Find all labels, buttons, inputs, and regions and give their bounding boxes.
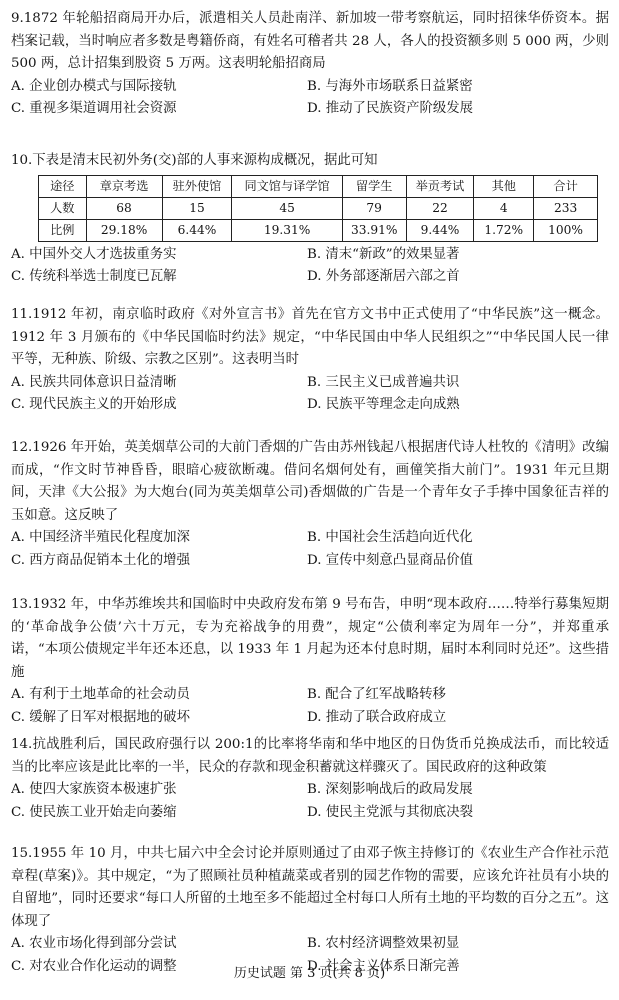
question-13 [11,594,609,730]
option-c: C. 重视多渠道调用社会资源 [11,101,177,117]
options [11,372,609,417]
table-cell: 1.72% [474,219,534,241]
option-c: C. 传统科举选士制度已瓦解 [11,269,177,285]
table-cell: 合计 [534,175,598,197]
question-15 [11,843,609,979]
options [11,779,609,824]
option-d: D. 推动了联合政府成立 [307,709,447,725]
options [11,684,609,729]
table-cell: 9.44% [406,219,474,241]
table-cell: 比例 [39,219,87,241]
option-b: B. 与海外市场联系日益紧密 [307,78,473,94]
table-cell: 留学生 [342,175,406,197]
table-cell: 79 [342,197,406,219]
table-cell: 68 [86,197,162,219]
option-d: D. 民族平等理念走向成熟 [307,397,460,413]
question-stem: 10.下表是清末民初外务(交)部的人事来源构成概况，据此可知 [11,153,378,168]
table-cell: 同文馆与译学馆 [232,175,342,197]
page-footer: 历史试题 第 3 页(共 8 页) [233,966,386,981]
question-12 [11,437,609,573]
options [11,76,609,121]
table-cell: 29.18% [86,219,162,241]
options [11,527,609,572]
question-9 [11,8,609,121]
staff-source-table [38,175,598,242]
option-b: B. 中国社会生活趋向近代化 [307,530,473,546]
table-row [39,219,598,241]
option-d: D. 社会主义体系日渐完善 [307,958,460,974]
question-stem: 14.抗战胜利后，国民政府强行以 200:1的比率将华南和华中地区的日伪货币兑换成法币，而比较适当的比率应该是此比率的一半，民众的存款和现金积蓄就这样骤灭了。国民政府的这种政策 [11,737,609,775]
table-cell: 6.44% [162,219,232,241]
option-a: A. 民族共同体意识日益清晰 [11,374,177,390]
option-a: A. 中国经济半殖民化程度加深 [11,530,190,546]
question-stem: 12.1926 年开始，英美烟草公司的大前门香烟的广告由苏州钱起八根据唐代诗人杜牧的《清明》改编而成，“作文时节神昏昏，眼暗心疲欲断魂。借问名烟何处有，画僮笑指大前门”。1931 年元旦期间，天津《大公报》为大炮台(同为英美烟草公司)香烟做的广告是一个青年女子手捧中国象征吉祥的玉如意。这反映了 [11,440,609,523]
option-a: A. 农业市场化得到部分尝试 [11,936,177,952]
question-stem: 11.1912 年初，南京临时政府《对外宣言书》首先在官方文书中正式使用了“中华民族”这一概念。1912 年 3 月颁布的《中华民国临时约法》规定，“中华民国由中华人民组织之”“中华民国人民一律平等，无种族、阶级、宗教之区别”。这表明当时 [11,307,609,368]
table-row [39,197,598,219]
option-a: A. 企业创办模式与国际接轨 [11,78,177,94]
table-cell: 33.91% [342,219,406,241]
question-stem: 13.1932 年，中华苏维埃共和国临时中央政府发布第 9 号布告，申明“现本政府……特举行募集短期的‘革命战争公债’六十万元，专为充裕战争的用费”，规定“公债利率定为周年一分”，并郑重承诺，“本项公债规定半年还本还息，以 1933 年 1 月起为还本付息时期，届时本利同时兑还”。这些措施 [11,597,609,680]
table-cell: 其他 [474,175,534,197]
table-cell: 人数 [39,197,87,219]
question-11 [11,304,609,417]
table-cell: 45 [232,197,342,219]
table-cell: 15 [162,197,232,219]
table-cell: 举贡考试 [406,175,474,197]
option-b: B. 深刻影响战后的政局发展 [307,782,473,798]
question-14 [11,734,609,824]
table-cell: 100% [534,219,598,241]
table-cell: 章京考选 [86,175,162,197]
option-a: A. 有利于土地革命的社会动员 [11,687,190,703]
option-b: B. 三民主义已成普遍共识 [307,374,460,390]
table-cell: 途径 [39,175,87,197]
question-stem: 15.1955 年 10 月，中共七届六中全会讨论并原则通过了由邓子恢主持修订的《农业生产合作社示范章程(草案)》。其中规定，“为了照顾社员种植蔬菜或者别的园艺作物的需要，应该允许社员有小块的自留地”，同时还要求“每口人所留的土地至多不能超过全村每口人所有土地的平均数的百分之五”。这体现了 [11,846,609,929]
table-cell: 233 [534,197,598,219]
table-cell: 22 [406,197,474,219]
option-d: D. 使民主党派与其彻底决裂 [307,804,474,820]
option-a: A. 使四大家族资本极速扩张 [11,782,177,798]
table-cell: 驻外使馆 [162,175,232,197]
option-d: D. 宣传中刻意凸显商品价值 [307,552,474,568]
option-b: B. 清末“新政”的效果显著 [307,246,460,262]
option-b: B. 农村经济调整效果初显 [307,936,460,952]
option-a: A. 中国外交人才选拔重务实 [11,246,177,262]
question-10 [11,150,609,289]
option-c: C. 现代民族主义的开始形成 [11,397,177,413]
table-cell: 4 [474,197,534,219]
option-c: C. 对农业合作化运动的调整 [11,958,177,974]
table-cell: 19.31% [232,219,342,241]
option-d: D. 推动了民族资产阶级发展 [307,101,474,117]
option-b: B. 配合了红军战略转移 [307,687,446,703]
option-c: C. 西方商品促销本土化的增强 [11,552,190,568]
option-c: C. 使民族工业开始走向萎缩 [11,804,177,820]
question-stem: 9.1872 年轮船招商局开办后，派遣相关人员赴南洋、新加坡一带考察航运，同时招徕华侨资本。据档案记载，当时响应者多数是粤籍侨商，有姓名可稽者共 28 人，各人的投资额多则 5 000 两，少则 500 两，总计招集到股资 5 万两。这表明轮船招商局 [11,11,609,72]
option-c: C. 缓解了日军对根据地的破坏 [11,709,190,725]
options [11,244,609,289]
table-header-row [39,175,598,197]
option-d: D. 外务部逐渐居六部之首 [307,269,460,285]
